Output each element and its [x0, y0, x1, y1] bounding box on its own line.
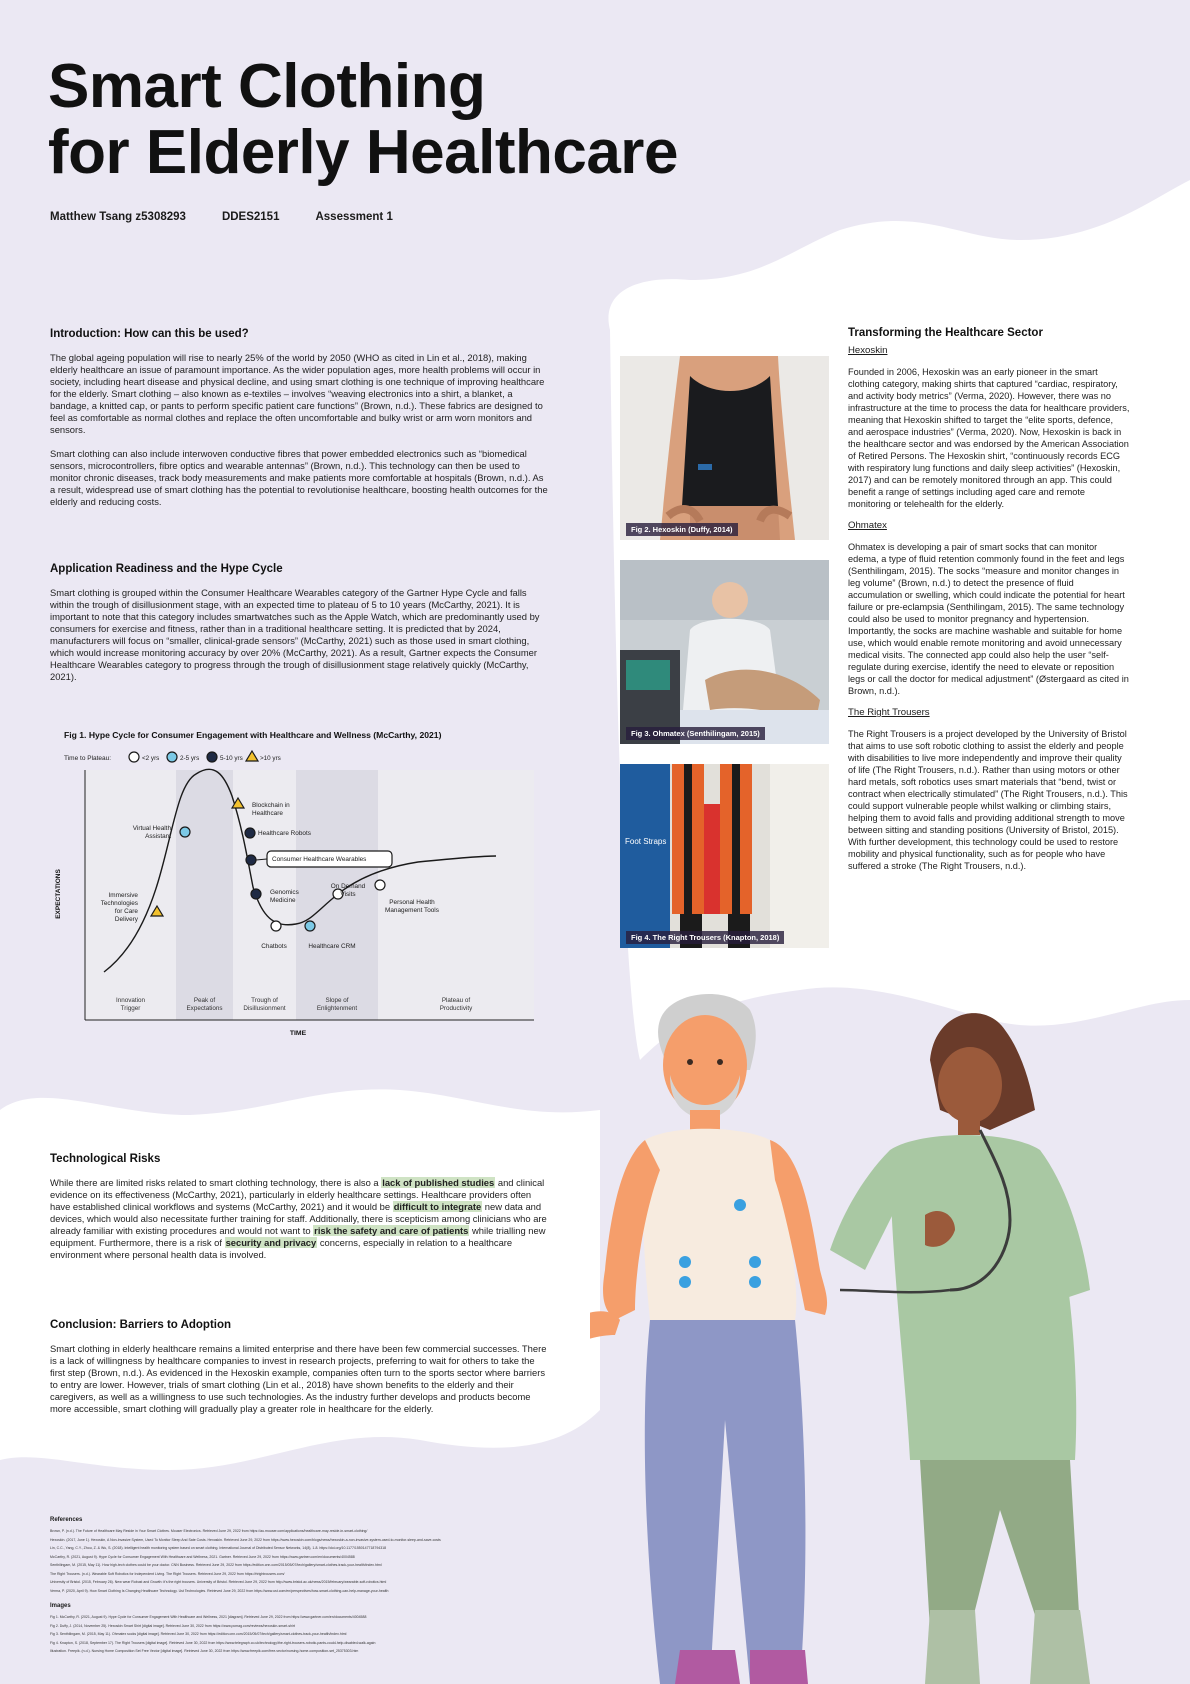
phase-band — [176, 770, 233, 1020]
hype-cycle-chart — [48, 722, 548, 1047]
highlight-integrate: difficult to integrate — [393, 1201, 482, 1212]
hexoskin-title: Hexoskin — [848, 345, 888, 356]
legend-item: 2-5 yrs — [180, 755, 200, 762]
chart-point-label: Healthcare Robots — [258, 830, 311, 837]
legend-marker — [246, 751, 258, 761]
chart-point-label: Immersive Technologies for Care Delivery — [100, 892, 138, 923]
figure-caption-ohmatex: Fig 3. Ohmatex (Senthilingam, 2015) — [626, 727, 765, 740]
sector-section — [848, 327, 1130, 872]
legend-marker — [207, 752, 217, 762]
trousers-paragraph: The Right Trousers is a project developed by the University of Bristol that aims to use soft robotic clothing to assist the elderly and people with disabilities to live more independently and improve their quality of life (The Right Trousers, n.d.). Rather than using motors or other hard metals, soft robotics uses smart materials that “bend, twist or contract when electrically stimulated” (The Right Trousers, n.d.). This could support vulnerable people whilst walking or climbing stairs, helping them to avoid falls and providing additional strength to move between sitting and standing positions (University of Bristol, 2015). With further development, this technology could be used to restore mobility and physical functionality, such as for people who have suffered a stroke (The Right Trousers, n.d.). — [848, 729, 1128, 871]
risks-text: while trialling new equipment. Furthermore, there is a risk of — [50, 1225, 546, 1248]
reference-item: Hexoskin. (2017, June 1). Hexoskin, A Non-Invasive System, Used To Monitor Sleep And Sate Costs. Hexoskin. Retrieved June 29, 2022 from https://www.hexoskin.com/blogs/news/hexoskin-a-non-invasive-system-used-to-monitor-sleep-and-save-costs — [50, 1537, 441, 1542]
risks-text: concerns, especially in relation to a healthcare environment where personal health data is involved. — [50, 1237, 513, 1260]
phase-bands — [85, 770, 534, 1020]
assessment-label: Assessment 1 — [315, 211, 393, 223]
chart-point — [375, 880, 385, 890]
legend-item: <2 yrs — [142, 755, 160, 762]
images-list — [50, 1613, 560, 1656]
risks-heading: Technological Risks — [50, 1153, 161, 1165]
legend-item: >10 yrs — [260, 755, 281, 762]
hexoskin-paragraph: Founded in 2006, Hexoskin was an early pioneer in the smart clothing category, making shirts that captured “cardiac, respiratory, and activity body metrics” (Verma, 2020). However, there was no infrastructure at the time to process the data for healthcare providers, meaning that Hexoskin shifted to target the “elite sports, defence, and aerospace industries” (Verma, 2020). Now, Hexoskin is back in the healthcare sector and was endorsed by the American Association of Retired Persons. The Hexoskin shirt, “continuously records ECG with respiratory lung functions and daily sleep activities” (Hexoskin, 2017) and can be remotely monitored through an app. This could benefit a range of settings including aged care and remote monitoring or telehealth for the elderly. — [848, 367, 1130, 509]
chart-point-label: Genomics Medicine — [270, 889, 299, 904]
risks-text: and clinical evidence on its effectiveness (McCarthy, 2021), particularly in elderly healthcare settings. Healthcare providers often have established clinical workflows and systems (McCarthy, 2021) and it would be — [50, 1177, 545, 1212]
figure-caption-right-trousers: Fig 4. The Right Trousers (Knapton, 2018) — [626, 931, 784, 944]
figure-hexoskin — [620, 356, 829, 540]
chart-point-label: Healthcare CRM — [308, 943, 356, 950]
chart-point — [245, 828, 255, 838]
hype-section — [50, 563, 550, 695]
chart-point — [180, 827, 190, 837]
legend-marker — [167, 752, 177, 762]
reference-item: Lin, C.C., Yang, C.Y., Zhou, Z. & Wu, S. (2018). Intelligent health monitoring system based on smart clothing. International Journal of Distributed Sensor Networks, 14(8), 1-8. https://doi.org/10.1177/1550147718794318 — [50, 1546, 387, 1550]
chart-point-label: Personal Health Management Tools — [385, 899, 439, 914]
reference-item: Fig 3. Senthilingam, M. (2015, May 11). Ohmatex socks [digital image]. Retrieved June 30, 2022 from https://edition.cnn.com/2015/05/07/tech/gallery/smart-clothes-track-your-health/index.html — [50, 1632, 347, 1636]
legend-marker — [129, 752, 139, 762]
risks-paragraph — [50, 1177, 550, 1261]
phase-label: Slope of Enlightenment — [316, 997, 358, 1012]
legend-label: Time to Plateau: — [64, 755, 112, 762]
reference-item: Brown, P. (n.d.). The Future of Healthcare May Reside in Your Smart Clothes. Mouser Electronics. Retrieved June 29, 2022 from https://au.mouser.com/applications/healthcare-may-reside-in-smart-clothing/ — [50, 1529, 368, 1533]
y-axis-label: EXPECTATIONS — [55, 869, 62, 919]
hype-paragraph: Smart clothing is grouped within the Consumer Healthcare Wearables category of the Gartner Hype Cycle and falls within the trough of disillusionment stage, with an expected time to plateau of 5 to 10 years (McCarthy, 2021). It is important to note that this category includes smartwatches such as the Apple Watch, which are predominantly used by consumers for exercise and fitness, rather than in a traditional healthcare setting. It is predicted that by 2024, manufacturers will focus on “smaller, clinical-grade sensors” (McCarthy, 2021) such as those used in smart clothing, which would increase monitoring accuracy by over 20% (McCarthy, 2021). As a result, Gartner expects the Consumer Healthcare Wearables category to progress through the trough of disillusionment stage relatively quickly (McCarthy, 2021). — [50, 587, 540, 682]
risks-text: new data and devices, which would also necessitate further training for staff. Additionally, there is scepticism among clinicians who are already familiar with existing procedures and would not want to — [50, 1201, 547, 1236]
reference-item: Senthilingam, M. (2015, May 11). How high-tech clothes could be your doctor. CNN Business. Retrieved June 29, 2022 from https://edition.cnn.com/2015/05/07/tech/gallery/smart-clothes-track-your-health/index.html — [50, 1563, 382, 1567]
nurse-figure — [830, 1013, 1090, 1684]
phase-label: Innovation Trigger — [115, 997, 146, 1012]
highlight-published-studies: lack of published studies — [382, 1177, 495, 1188]
highlight-security: security and privacy — [225, 1237, 317, 1248]
figure-caption-hexoskin: Fig 2. Hexoskin (Duffy, 2014) — [626, 523, 738, 536]
chart-point-label: Chatbots — [261, 943, 287, 950]
chart-title: Fig 1. Hype Cycle for Consumer Engagement with Healthcare and Wellness (McCarthy, 2021) — [64, 730, 442, 740]
phase-label: Peak of Expectations — [186, 997, 223, 1012]
references-list — [50, 1527, 560, 1595]
conclusion-section — [50, 1319, 550, 1427]
ohmatex-image — [620, 560, 829, 744]
reference-item: Fig 1. McCarthy, R. (2021, August 9). Hype Cycle for Consumer Engagement With Healthcare and Wellness, 2021 [diagram]. Retrieved June 29, 2022 from https://www.gartner.com/en/documents/4004588 — [50, 1615, 367, 1619]
sector-heading: Transforming the Healthcare Sector — [848, 327, 1043, 339]
phase-label: Trough of Disillusionment — [243, 997, 286, 1012]
chart-point — [246, 855, 256, 865]
hexoskin-image — [620, 356, 829, 540]
hype-heading: Application Readiness and the Hype Cycle — [50, 563, 283, 575]
reference-item: Fig 4. Knapton, S. (2018, September 17). The Right Trousers [digital image]. Retrieved June 30, 2022 from https://www.telegraph.co.uk/technology/the-right-trousers-robotic-pants-could-help-disabled-walk-again — [50, 1640, 376, 1645]
phase-band — [378, 770, 534, 1020]
legend-item: 5-10 yrs — [220, 755, 243, 762]
chart-point-label: On Demand Visits — [330, 883, 366, 898]
reference-item: Verma, P. (2020, April 9). How Smart Clothing Is Changing Healthcare Technology. Ust Technologies. Retrieved June 29, 2022 from https://www.ust.com/en/perspectives/how-smart-clothing-can-help-manage-your-health — [50, 1588, 389, 1593]
reference-item: Illustration. Freepik. (n.d.). Nursing Home Composition Set Free Vector [digital image]. Retrieved June 30, 2022 from https://www.freepik.com/free-vector/nursing-home-composition-set_25375303.htm — [50, 1649, 359, 1653]
figure-ohmatex — [620, 560, 829, 744]
poster-title: Smart Clothing for Elderly Healthcare — [48, 52, 678, 187]
x-axis-label: TIME — [289, 1030, 307, 1037]
chart-point-label: Blockchain in Healthcare — [252, 802, 290, 817]
chart-point-label: Consumer Healthcare Wearables — [272, 856, 367, 863]
elderly-man-figure — [590, 994, 827, 1684]
chart-point — [271, 921, 281, 931]
phase-label: Plateau of Productivity — [439, 997, 473, 1012]
references-section — [50, 1514, 560, 1656]
reference-item: McCarthy, R. (2021, August 9). Hype Cycle for Consumer Engagement With Healthcare and Wellness, 2021. Gartner. Retrieved June 29, 2022 from https://www.gartner.com/en/documents/4004588 — [50, 1554, 355, 1559]
chart-legend — [129, 751, 281, 762]
highlight-safety: risk the safety and care of patients — [314, 1225, 469, 1236]
references-heading: References — [50, 1517, 83, 1523]
caregiver-illustration — [590, 990, 1190, 1684]
intro-section — [50, 328, 550, 520]
course-code: DDES2151 — [221, 211, 280, 223]
figure-right-trousers — [620, 764, 829, 948]
reference-item: The Right Trousers. (n.d.). Wearable Soft Robotics for Independent Living. The Right Trousers. Retrieved June 29, 2022 from https://rtrightrousers.com/ — [50, 1571, 285, 1576]
board-title: Foot Straps — [625, 837, 667, 846]
chart-point — [305, 921, 315, 931]
trousers-image — [620, 764, 829, 948]
author: Matthew Tsang z5308293 — [50, 211, 186, 223]
trousers-title: The Right Trousers — [848, 707, 930, 718]
images-heading: Images — [50, 1603, 71, 1609]
chart-point — [251, 889, 261, 899]
conclusion-paragraph: Smart clothing in elderly healthcare remains a limited enterprise and there have been few commercial successes. There is a lack of willingness by healthcare companies to invest in research projects, preferring to wait for others to take the first step (Brown, n.d.). As evidenced in the Hexoskin example, companies often turn to the sports sector where barriers to entry are lower. However, trials of smart clothing (Lin et al., 2018) have shown benefits to the elderly and their caregivers, as well as a willingness to use such technologies. As the industry further develops and products become more accessible, smart clothing will gradually play a greater role in healthcare for the elderly. — [50, 1343, 547, 1414]
risks-section — [50, 1153, 550, 1273]
chart-point-label: Virtual Health Assistant — [132, 825, 171, 840]
ohmatex-title: Ohmatex — [848, 520, 887, 531]
intro-heading: Introduction: How can this be used? — [50, 328, 249, 340]
intro-paragraph-1: The global ageing population will rise to nearly 25% of the world by 2050 (WHO as cited in Lin et al., 2018), making elderly healthcare an issue of paramount importance. As the wider population ages, more health problems will occur in society, including heart disease and physical decline, and using smart clothing is one technique of improving healthcare for the elderly. Smart clothing – also known as e-textiles – involves “weaving electronics into a shirt, a blanket, a bandage, a knitted cap, or pants to perform specific patient care functions” (Brown, n.d.). These fabrics are designed to feel as comfortable as normal clothes and replace the often uncomfortable and bulky wrist or arm worn monitors and sensors. — [50, 352, 545, 435]
ohmatex-paragraph: Ohmatex is developing a pair of smart socks that can monitor edema, a type of fluid retention commonly found in the feet and legs (Senthilingam, 2015). The socks “measure and monitor changes in leg volume” (Brown, n.d.) to detect the presence of fluid accumulation or swelling, which could indicate the potential for heart failure or pre-eclampsia (Senthilingam, 2015). The same technology could also be used to monitor pregnancy and hypertension. Importantly, the socks are machine washable and suitable for home use, which would enable remote monitoring and avoid unnecessary medical visits. The connected app could also help the user “self-regulate during exercise, identify the need to elevate or reposition legs or call the doctor for medical adjustment” (Østergaard as cited in Brown, n.d.). — [848, 542, 1129, 696]
conclusion-heading: Conclusion: Barriers to Adoption — [50, 1319, 232, 1331]
risks-text: While there are limited risks related to smart clothing technology, there is also a — [50, 1177, 382, 1188]
intro-paragraph-2: Smart clothing can also include interwoven conductive fibres that power embedded electronics such as “biomedical sensors, microcontrollers, fibre optics and wearable antennas” (Brown, n.d.). This technology can then be used to monitor chronic diseases, track body measurements and make patients more comfortable at hospitals (Brown, n.d.). As a result, widespread use of smart clothing has the potential to revolutionise healthcare, boosting health outcomes for the elderly and reducing costs. — [50, 448, 548, 507]
reference-item: Fig 2. Duffy, J. (2014, November 25). Hexoskin Smart Shirt [digital image]. Retrieved June 30, 2022 from https://www.pcmag.com/reviews/hexoskin-smart-shirt — [50, 1623, 295, 1628]
reference-item: University of Bristol. (2015, February 26). New wear Robust and Growth: it's the right trousers. University of Bristol. Retrieved June 29, 2022 from http://www.bristol.ac.uk/news/2015/february/wearable-soft-robotics.html — [50, 1580, 387, 1584]
poster-meta — [50, 211, 393, 223]
